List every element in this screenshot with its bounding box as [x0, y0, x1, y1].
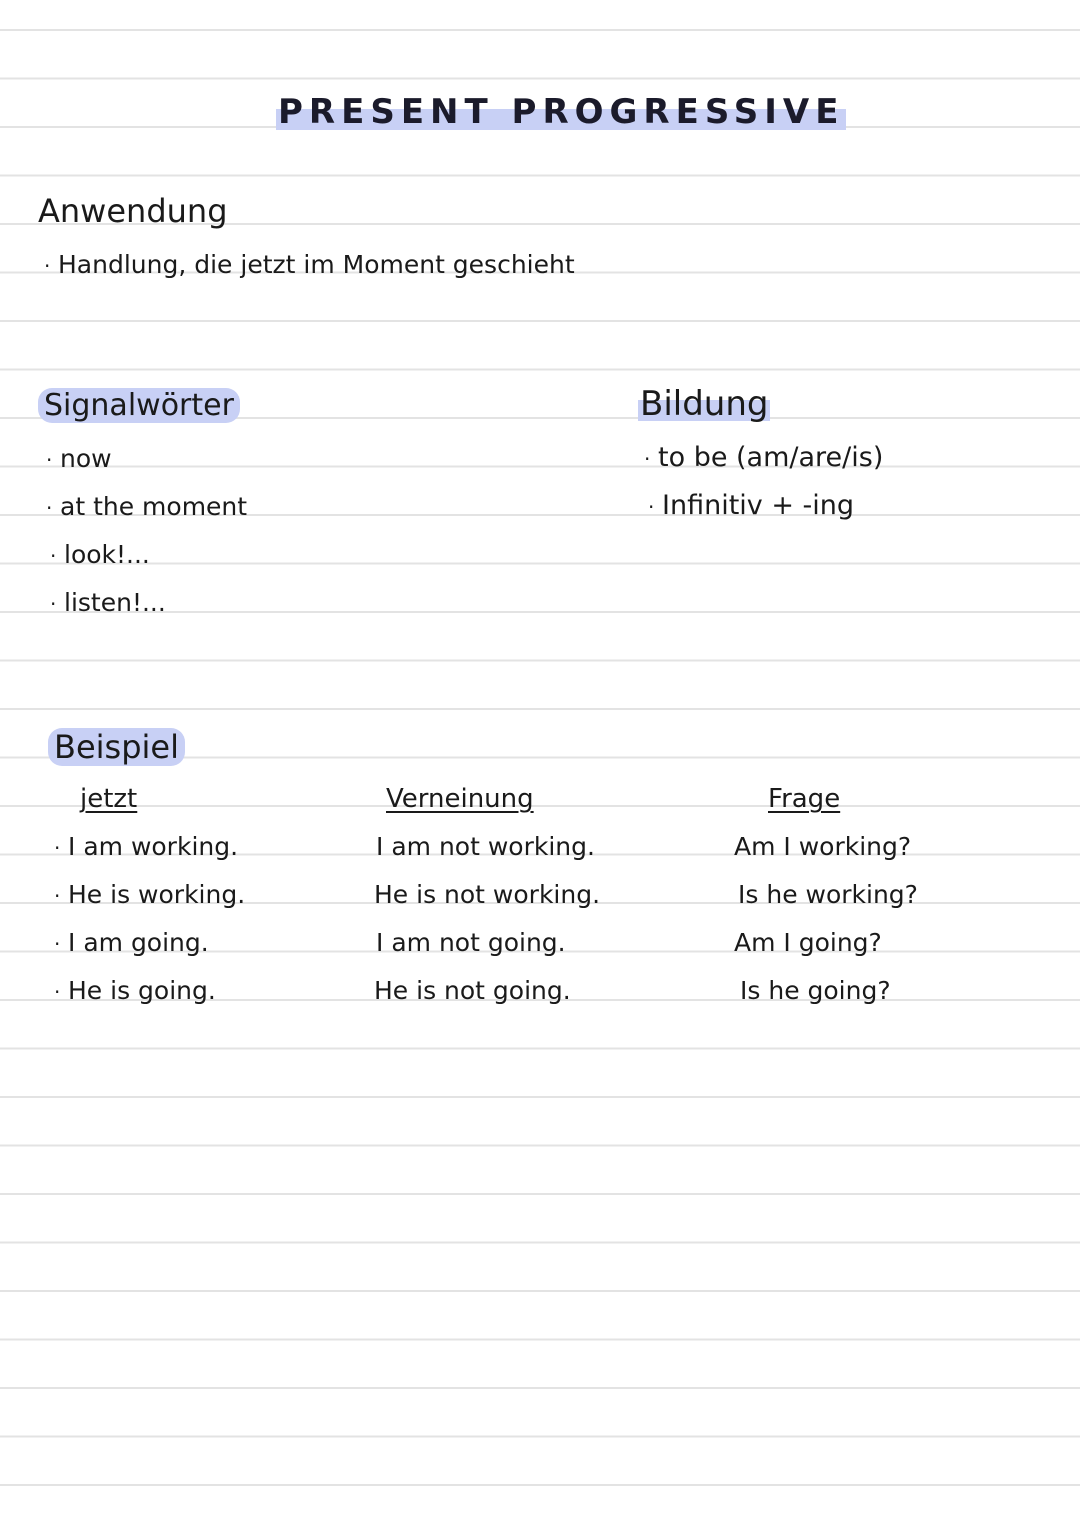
- example-text: He is working.: [68, 880, 246, 909]
- bildung-item: [648, 490, 854, 521]
- example-text: He is going.: [68, 976, 216, 1005]
- example-row-jetzt: [54, 880, 245, 909]
- example-text: I am going.: [68, 928, 209, 957]
- page-title: [276, 92, 846, 132]
- column-header-jetzt: jetzt: [80, 784, 138, 814]
- bullet-icon: ·: [54, 980, 61, 1004]
- example-row-jetzt: [54, 832, 238, 861]
- bullet-icon: ·: [50, 544, 57, 568]
- bildung-item-text: to be (am/are/is): [658, 442, 884, 473]
- example-row-verneinung: I am not going.: [376, 928, 566, 957]
- example-row-jetzt: [54, 928, 209, 957]
- signalwoerter-item: [46, 492, 247, 521]
- example-row-frage: Is he working?: [738, 880, 918, 909]
- example-row-frage: Am I going?: [734, 928, 882, 957]
- beispiel-heading: Beispiel: [48, 728, 185, 766]
- page-title-text: PRESENT PROGRESSIVE: [278, 92, 845, 132]
- example-row-verneinung: He is not going.: [374, 976, 571, 1005]
- signalwoerter-item: [50, 540, 150, 569]
- bullet-icon: ·: [648, 494, 655, 519]
- example-row-verneinung: He is not working.: [374, 880, 601, 909]
- example-row-jetzt: [54, 976, 216, 1005]
- bildung-heading: [638, 384, 770, 424]
- anwendung-item-text: Handlung, die jetzt im Moment geschieht: [58, 250, 575, 279]
- signalwoerter-heading: Signalwörter: [38, 388, 240, 423]
- signalwoerter-item-text: at the moment: [60, 492, 248, 521]
- bullet-icon: ·: [54, 836, 61, 860]
- bullet-icon: ·: [644, 446, 651, 471]
- signalwoerter-item-text: look!...: [64, 540, 150, 569]
- example-text: I am working.: [68, 832, 239, 861]
- signalwoerter-item: [46, 444, 112, 473]
- signalwoerter-item-text: listen!...: [64, 588, 166, 617]
- bullet-icon: ·: [50, 592, 57, 616]
- column-header-verneinung: Verneinung: [386, 784, 534, 814]
- bullet-icon: ·: [44, 254, 51, 278]
- bullet-icon: ·: [46, 448, 53, 472]
- bildung-heading-text: Bildung: [640, 384, 769, 424]
- example-row-frage: Is he going?: [740, 976, 891, 1005]
- bullet-icon: ·: [46, 496, 53, 520]
- column-header-frage: Frage: [768, 784, 841, 814]
- bullet-icon: ·: [54, 932, 61, 956]
- bullet-icon: ·: [54, 884, 61, 908]
- anwendung-heading: Anwendung: [38, 192, 228, 230]
- example-row-frage: Am I working?: [734, 832, 912, 861]
- bildung-item-text: Infinitiv + -ing: [662, 490, 855, 521]
- signalwoerter-item: [50, 588, 166, 617]
- anwendung-item: [44, 250, 575, 279]
- example-row-verneinung: I am not working.: [376, 832, 595, 861]
- bildung-item: [644, 442, 883, 473]
- signalwoerter-item-text: now: [60, 444, 112, 473]
